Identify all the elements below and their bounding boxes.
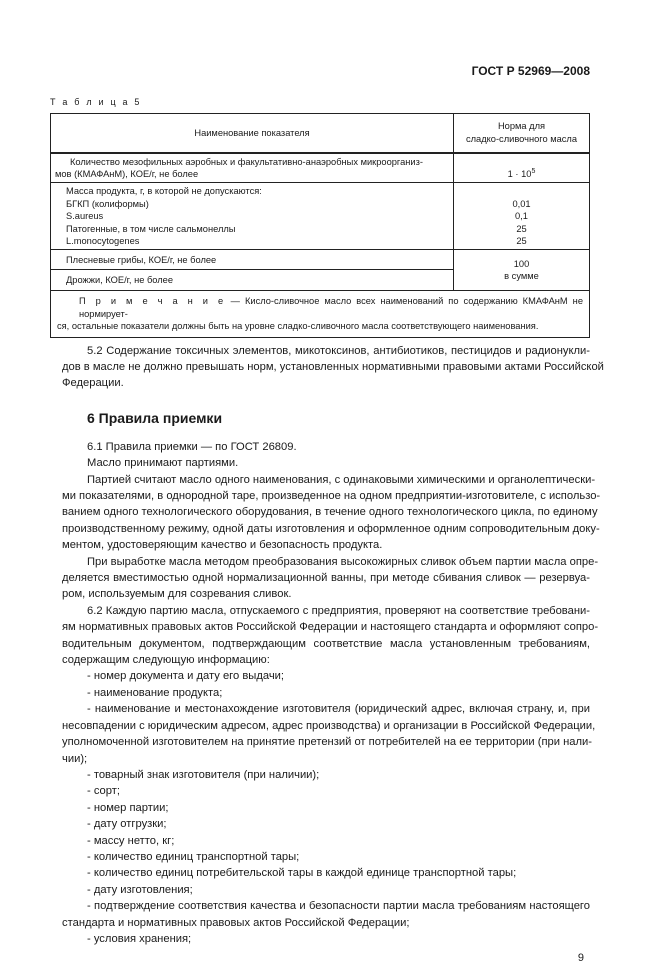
text-line: чии); [62, 752, 88, 765]
text-line: - наименование продукта; [87, 686, 223, 699]
note-label: П р и м е ч а н и е [79, 296, 226, 307]
paragraph [62, 701, 596, 767]
paragraph [62, 882, 590, 898]
row-mass-names [51, 183, 454, 250]
body-text [62, 343, 604, 948]
paragraph [62, 931, 590, 947]
text-line: 6.1 Правила приемки — по ГОСТ 26809. [87, 440, 297, 453]
paragraph [62, 439, 590, 455]
text-line: 5.2 Содержание токсичных элементов, микотоксинов, антибиотиков, пестицидов и радионукли- [87, 344, 590, 357]
text-line: - номер партии; [87, 801, 169, 814]
paragraph [62, 898, 590, 931]
section-6-text [62, 439, 601, 948]
text-line: ментом, удостоверяющим качество и безопасность продукта. [62, 539, 383, 552]
section-6-heading: 6 Правила приемки [87, 409, 223, 426]
col-header-indicator: Наименование показателя [51, 114, 454, 153]
table-note-row [51, 291, 590, 337]
row-kmafanm-line2: мов (КМАФАнМ), КОЕ/г, не более [55, 168, 199, 179]
text-line: ми показателями, в однородной таре, произведенное на одном предприятии-изготовителе, с использо- [62, 490, 601, 502]
row-mass-item-name: L.monocytogenes [66, 235, 140, 246]
text-line: При выработке масла методом преобразования высокожирных сливок объем партии масла опре- [87, 555, 599, 568]
table-header-row [51, 114, 590, 153]
table-row [51, 153, 590, 183]
col-header-norm [454, 114, 590, 153]
paragraph [62, 603, 599, 669]
text-line: ванием одного технологического оборудования, в течение одного технологического цикла, по единому [62, 506, 598, 519]
paragraph [62, 816, 590, 832]
paragraph [62, 767, 590, 783]
table-row [51, 183, 590, 250]
text-line: 6.2 Каждую партию масла, отпускаемого с предприятия, проверяют на соответствие требовани- [87, 604, 590, 617]
row-mass-item-name: БГКП (колиформы) [66, 198, 149, 209]
text-line: стандарта и нормативных правовых актов Российской Федерации; [62, 916, 410, 929]
text-line: - сорт; [87, 785, 120, 798]
paragraph [62, 685, 590, 701]
text-line: деляется вместимостью одной нормализационной ванны, при методе сбивания сливок — резервуа- [62, 572, 590, 585]
text-line: - количество единиц потребительской тары в каждой единице транспортной тары; [87, 867, 517, 880]
paragraph [62, 343, 604, 392]
row-mass-item-value: 0,1 [515, 211, 528, 222]
text-line: уполномоченной изготовителем на принятие претензий от потребителей на ее территории (при нали- [62, 736, 593, 749]
text-line: - товарный знак изготовителя (при наличии); [87, 768, 320, 781]
paragraph [62, 865, 590, 881]
table-5 [50, 113, 590, 338]
col-header-norm-line1: Норма для [497, 121, 546, 132]
page-column [50, 96, 604, 965]
row-mass-item-value: 0,01 [512, 198, 531, 209]
row-kmafanm-line1: Количество мезофильных аэробных и факультативно-анаэробных микроорганиз- [70, 156, 423, 167]
text-line: - подтверждение соответствия качества и безопасности партии масла требованиям настоящего [87, 900, 590, 913]
value-sum: в сумме [504, 271, 539, 282]
text-line: Федерации. [62, 377, 124, 390]
page-number: 9 [577, 952, 584, 965]
text-line: - массу нетто, кг; [87, 834, 175, 847]
text-line: Партией считают масло одного наименования, с одинаковыми химическими и органолептически- [87, 473, 596, 486]
row-mass-title: Масса продукта, г, в которой не допускаются: [66, 186, 262, 197]
text-line: - дату отгрузки; [87, 818, 167, 831]
paragraph [62, 849, 590, 865]
value-base: 1 · 10 [507, 168, 532, 179]
text-line: Масло принимают партиями. [87, 457, 239, 470]
paragraph [62, 472, 601, 554]
row-mold-yeast-value [454, 250, 590, 291]
row-mass-item-name: Патогенные, в том числе сальмонеллы [66, 223, 236, 234]
text-line: - количество единиц транспортной тары; [87, 850, 300, 863]
table-row [51, 250, 590, 270]
row-mold-name: Плесневые грибы, КОЕ/г, не более [51, 250, 454, 270]
text-line: ям нормативных правовых актов Российской Федерации и настоящего стандарта и оформляют сопро- [62, 621, 599, 634]
col-header-norm-line2: сладко-сливочного масла [465, 133, 578, 144]
note-line1: — Кисло-сливочное масло всех наименований по содержанию КМАФАнМ не нормирует- [79, 296, 583, 319]
text-line: - условия хранения; [87, 932, 192, 945]
paragraph [62, 800, 590, 816]
paragraph [62, 554, 599, 603]
section-5-text [62, 343, 604, 392]
row-kmafanm-value [454, 153, 590, 183]
text-line: содержащим следующую информацию: [62, 654, 270, 667]
row-mass-item-value: 25 [516, 235, 527, 246]
paragraph [62, 668, 590, 684]
note-line2: ся, остальные показатели должны быть на уровне сладко-сливочного масла соответствующего наименования. [57, 321, 539, 332]
text-line: - дату изготовления; [87, 883, 193, 896]
table-note [51, 291, 590, 337]
text-line: водительным документом, подтверждающим соответствие масла установленным требованиям, [62, 637, 590, 650]
paragraph [62, 833, 590, 849]
value-exponent: 5 [531, 167, 536, 175]
row-mass-item-value: 25 [516, 223, 527, 234]
paragraph [62, 455, 590, 471]
row-yeast-name: Дрожжи, КОЕ/г, не более [51, 270, 454, 291]
row-kmafanm-name [51, 153, 454, 183]
paragraph [62, 783, 590, 799]
row-mass-values [454, 183, 590, 250]
text-line: - номер документа и дату его выдачи; [87, 670, 285, 683]
text-line: - наименование и местонахождение изготовителя (юридический адрес, включая страну, и, при [87, 703, 590, 716]
text-line: ром, используемым для созревания сливок. [62, 588, 292, 601]
value-100: 100 [513, 258, 530, 269]
document-id: ГОСТ Р 52969—2008 [471, 64, 590, 78]
row-mass-item-name: S.aureus [66, 211, 104, 222]
text-line: производственному режиму, одной даты изготовления и оформленное одним сопроводительным доку- [62, 522, 600, 535]
table-caption: Т а б л и ц а 5 [50, 97, 142, 107]
text-line: дов в масле не должно превышать норм, установленных нормативными правовыми актами Российской [62, 360, 604, 373]
text-line: несовпадении с юридическим адресом, адрес производства) и организации в Российской Федерации, [62, 719, 596, 732]
